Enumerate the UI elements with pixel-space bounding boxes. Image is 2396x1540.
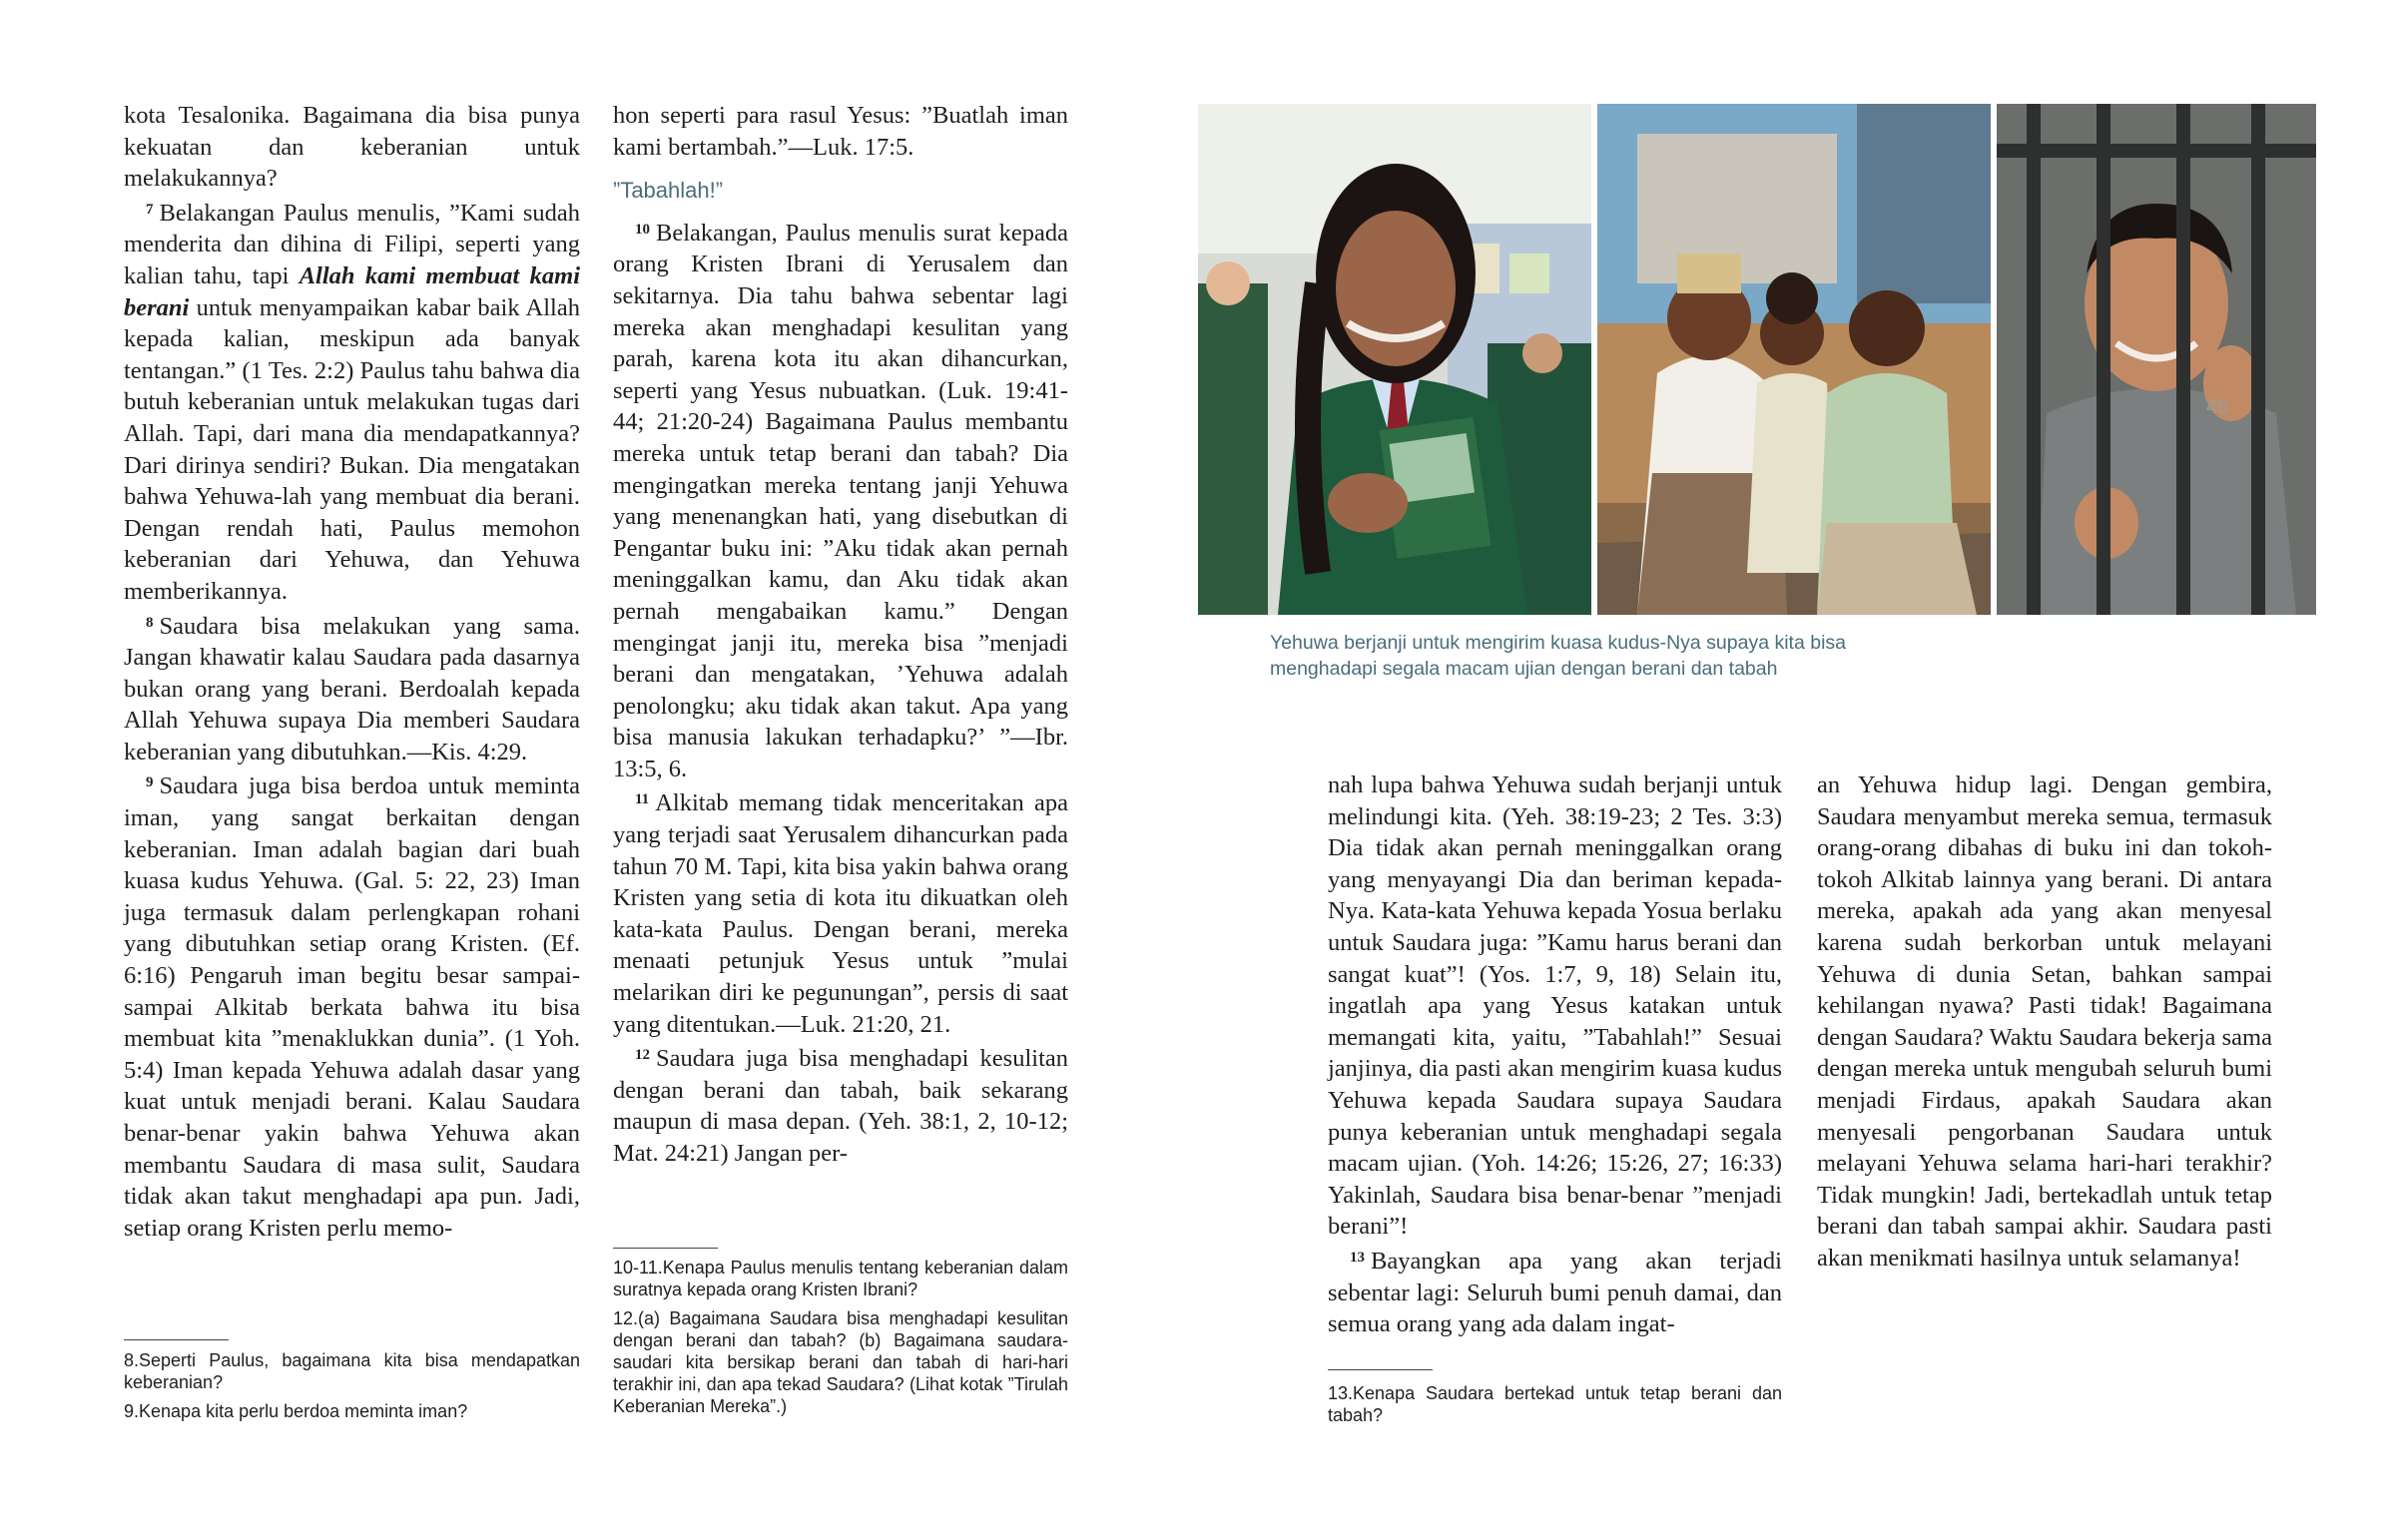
paragraph-text: Alkitab memang tidak menceritakan apa yang terjadi saat Yerusalem dihancurkan pada tahun 70 M. Tapi, kita bisa yakin bahwa orang Kristen yang setia di kota itu dikuatkan oleh kata-kata Paulus. Dengan berani, mereka menaati petunjuk Yesus untuk ”mulai melarikan diri ke pegunungan”, persis di saat yang ditentukan.—Luk. 21:20, 21. <box>613 789 1068 1038</box>
student-photo <box>1198 104 1591 615</box>
text-column-3 <box>1328 770 1782 1340</box>
paragraph <box>124 768 580 1244</box>
paragraph-number: 8 <box>146 614 154 631</box>
paragraph-text: Belakangan Paulus menulis, ”Kami sudah menderita dan dihina di Filipi, seperti yang kalian tahu, tapi <box>124 199 580 289</box>
photo-caption: Yehuwa berjanji untuk mengirim kuasa kudus-Nya supaya kita bisa menghadapi segala macam ujian dengan berani dan tabah <box>1270 632 1847 680</box>
paragraph <box>613 1040 1068 1169</box>
paragraph-text: Saudara bisa melakukan yang sama. Jangan khawatir kalau Saudara pada dasarnya bukan orang yang berani. Berdoalah kepada Allah Yehuwa supaya Dia memberi Saudara keberanian yang dibutuhkan.—Kis. 4:29. <box>124 612 580 766</box>
paragraph-number: 9 <box>146 774 154 791</box>
paragraph <box>1328 770 1782 1243</box>
paragraph-text: Bayangkan apa yang akan terjadi sebentar lagi: Seluruh bumi penuh damai, dan semua orang yang ada dalam ingat- <box>1328 1247 1782 1338</box>
text-column-1 <box>124 100 580 1244</box>
question-number: 10-11. <box>613 1258 663 1278</box>
emphasized-text: Allah kami membuat kami berani <box>124 261 580 321</box>
question-number: 12. <box>613 1308 639 1328</box>
footnote-rule <box>1328 1369 1433 1370</box>
question-text: (a) Bagaimana Saudara bisa menghadapi kesulitan dengan berani dan tabah? (b) Bagaimana saudara-saudari kita bersikap berani dan tabah di hari-hari terakhir ini, dan apa tekad Saudara? (Lihat kotak ”Tirulah Keberanian Mereka”.) <box>613 1308 1068 1416</box>
paragraph-number: 10 <box>635 221 650 238</box>
paragraph-text: Saudara juga bisa menghadapi kesulitan dengan berani dan tabah, baik sekarang maupun di masa depan. (Yeh. 38:1, 2, 10-12; Mat. 24:21) Jangan per- <box>613 1045 1068 1167</box>
paragraph-text: nah lupa bahwa Yehuwa sudah berjanji untuk melindungi kita. (Yeh. 38:19-23; 2 Tes. 3:3) Dia tidak akan pernah meninggalkan orang yang menyayangi Dia dan beriman kepada-Nya. Kata-kata Yehuwa kepada Yosua berlaku untuk Saudara juga: ”Kamu harus berani dan sangat kuat”! (Yos. 1:7, 9, 18) Selain itu, ingatlah apa yang Yesus katakan untuk memangati kita, yaitu, ”Tabahlah!” Sesuai janjinya, dia pasti akan mengirim kuasa kudus Yehuwa kepada Saudara supaya Saudara punya keberanian untuk menghadapi segala macam ujian. (Yoh. 14:26; 15:26, 27; 16:33) Yakinlah, Saudara bisa benar-benar ”menjadi berani”! <box>1328 771 1782 1241</box>
paragraph-number: 7 <box>146 201 154 218</box>
study-question <box>124 1400 580 1422</box>
lead-paragraph: hon seperti para rasul Yesus: ”Buatlah iman kami bertambah.”—Luk. 17:5. <box>613 102 1068 161</box>
paragraph-number: 13 <box>1350 1249 1365 1266</box>
text-column-4 <box>1817 770 2272 1275</box>
family-photo <box>1597 104 1991 615</box>
study-questions-3 <box>1328 1382 1782 1433</box>
paragraph <box>1328 1243 1782 1340</box>
paragraph <box>124 608 580 769</box>
paragraph-text: Belakangan, Paulus menulis surat kepada orang Kristen Ibrani di Yerusalem dan sekitarnya. Dia tahu bahwa sebentar lagi mereka akan menghadapi kesulitan yang parah, karena kota itu akan dihancurkan, seperti yang Yesus nubuatkan. (Luk. 19:41-44; 21:20-24) Bagaimana Paulus membantu mereka untuk tetap berani dan tabah? Dia mengingatkan mereka tentang janji Yehuwa yang menenangkan hati, yang disebutkan di Pengantar buku ini: ”Aku tidak akan pernah meninggalkan kamu, dan Aku tidak akan pernah mengabaikan kamu.” Dengan mengingat janji itu, mereka bisa ”menjadi berani dan mengatakan, ’Yehuwa adalah penolongku; aku tidak akan takut. Apa yang bisa manusia lakukan terhadapku?’ ”—Ibr. 13:5, 6. <box>613 219 1068 782</box>
study-question <box>613 1307 1068 1417</box>
study-question <box>1328 1382 1782 1426</box>
paragraph <box>613 784 1068 1040</box>
paragraph <box>124 195 580 608</box>
footnote-rule <box>613 1248 718 1249</box>
prisoner-photo <box>1997 104 2316 615</box>
paragraph <box>124 100 580 195</box>
study-question <box>613 1257 1068 1300</box>
question-number: 8. <box>124 1350 140 1370</box>
photo-strip <box>1198 104 2316 615</box>
question-text: Kenapa kita perlu berdoa meminta iman? <box>139 1401 468 1421</box>
study-questions-1 <box>124 1349 580 1429</box>
paragraph <box>613 215 1068 785</box>
paragraph-number: 11 <box>635 791 650 808</box>
section-subheading: ”Tabahlah!” <box>613 178 724 204</box>
question-text: Seperti Paulus, bagaimana kita bisa mendapatkan keberanian? <box>124 1350 580 1392</box>
question-number: 9. <box>124 1401 140 1421</box>
study-question <box>124 1349 580 1393</box>
paragraph-text: kota Tesalonika. Bagaimana dia bisa punya kekuatan dan keberanian untuk melakukannya? <box>124 102 580 193</box>
footnote-rule <box>124 1339 229 1340</box>
question-text: Kenapa Saudara bertekad untuk tetap berani dan tabah? <box>1328 1383 1782 1425</box>
paragraph-text: untuk menyampaikan kabar baik Allah kepada kalian, meskipun ada banyak tentangan.” (1 Tes. 2:2) Paulus tahu bahwa dia butuh keberanian untuk melakukan tugas dari Allah. Tapi, dari mana dia mendapatkannya? Dari dirinya sendiri? Bukan. Dia mengatakan bahwa Yehuwa-lah yang membuat dia berani. Dengan rendah hati, Paulus memohon keberanian dari Yehuwa, dan Yehuwa memberikannya. <box>124 293 580 605</box>
question-number: 13. <box>1328 1383 1354 1403</box>
paragraph-number: 12 <box>635 1047 650 1064</box>
study-questions-2 <box>613 1257 1068 1424</box>
text-column-2 <box>613 100 1068 1170</box>
question-text: Kenapa Paulus menulis tentang keberanian dalam suratnya kepada orang Kristen Ibrani? <box>613 1258 1068 1299</box>
paragraph-text: Saudara juga bisa berdoa untuk meminta iman, yang sangat berkaitan dengan keberanian. Iman adalah bagian dari buah kuasa kudus Yehuwa. (Gal. 5: 22, 23) Iman juga termasuk dalam perlengkapan rohani yang dibutuhkan setiap orang Kristen. (Ef. 6:16) Pengaruh iman begitu besar sampai-sampai Alkitab berkata bahwa itu bisa membuat kita ”menaklukkan dunia”. (1 Yoh. 5:4) Iman kepada Yehuwa adalah dasar yang kuat untuk menjadi berani. Kalau Saudara benar-benar yakin bahwa Yehuwa akan membantu Saudara di masa sulit, Saudara tidak akan takut menghadapi apa pun. Jadi, setiap orang Kristen perlu memo- <box>124 772 580 1242</box>
paragraph: an Yehuwa hidup lagi. Dengan gembira, Saudara menyambut mereka semua, termasuk orang-orang dibahas di buku ini dan tokoh-tokoh Alkitab lainnya yang berani. Di antara mereka, apakah ada yang akan menyesal karena sudah berkorban untuk melayani Yehuwa di dunia Setan, bahkan sampai kehilangan nyawa? Pasti tidak! Bagaimana dengan Saudara? Waktu Saudara bekerja sama dengan mereka untuk mengubah seluruh bumi menjadi Firdaus, apakah Saudara akan menyesali pengorbanan Saudara untuk melayani Yehuwa selama hari-hari terakhir? Tidak mungkin! Jadi, bertekadlah untuk tetap berani dan tabah sampai akhir. Saudara pasti akan menikmati hasilnya untuk selamanya! <box>1817 771 2272 1272</box>
uniform-number: 46 <box>2206 396 2229 418</box>
